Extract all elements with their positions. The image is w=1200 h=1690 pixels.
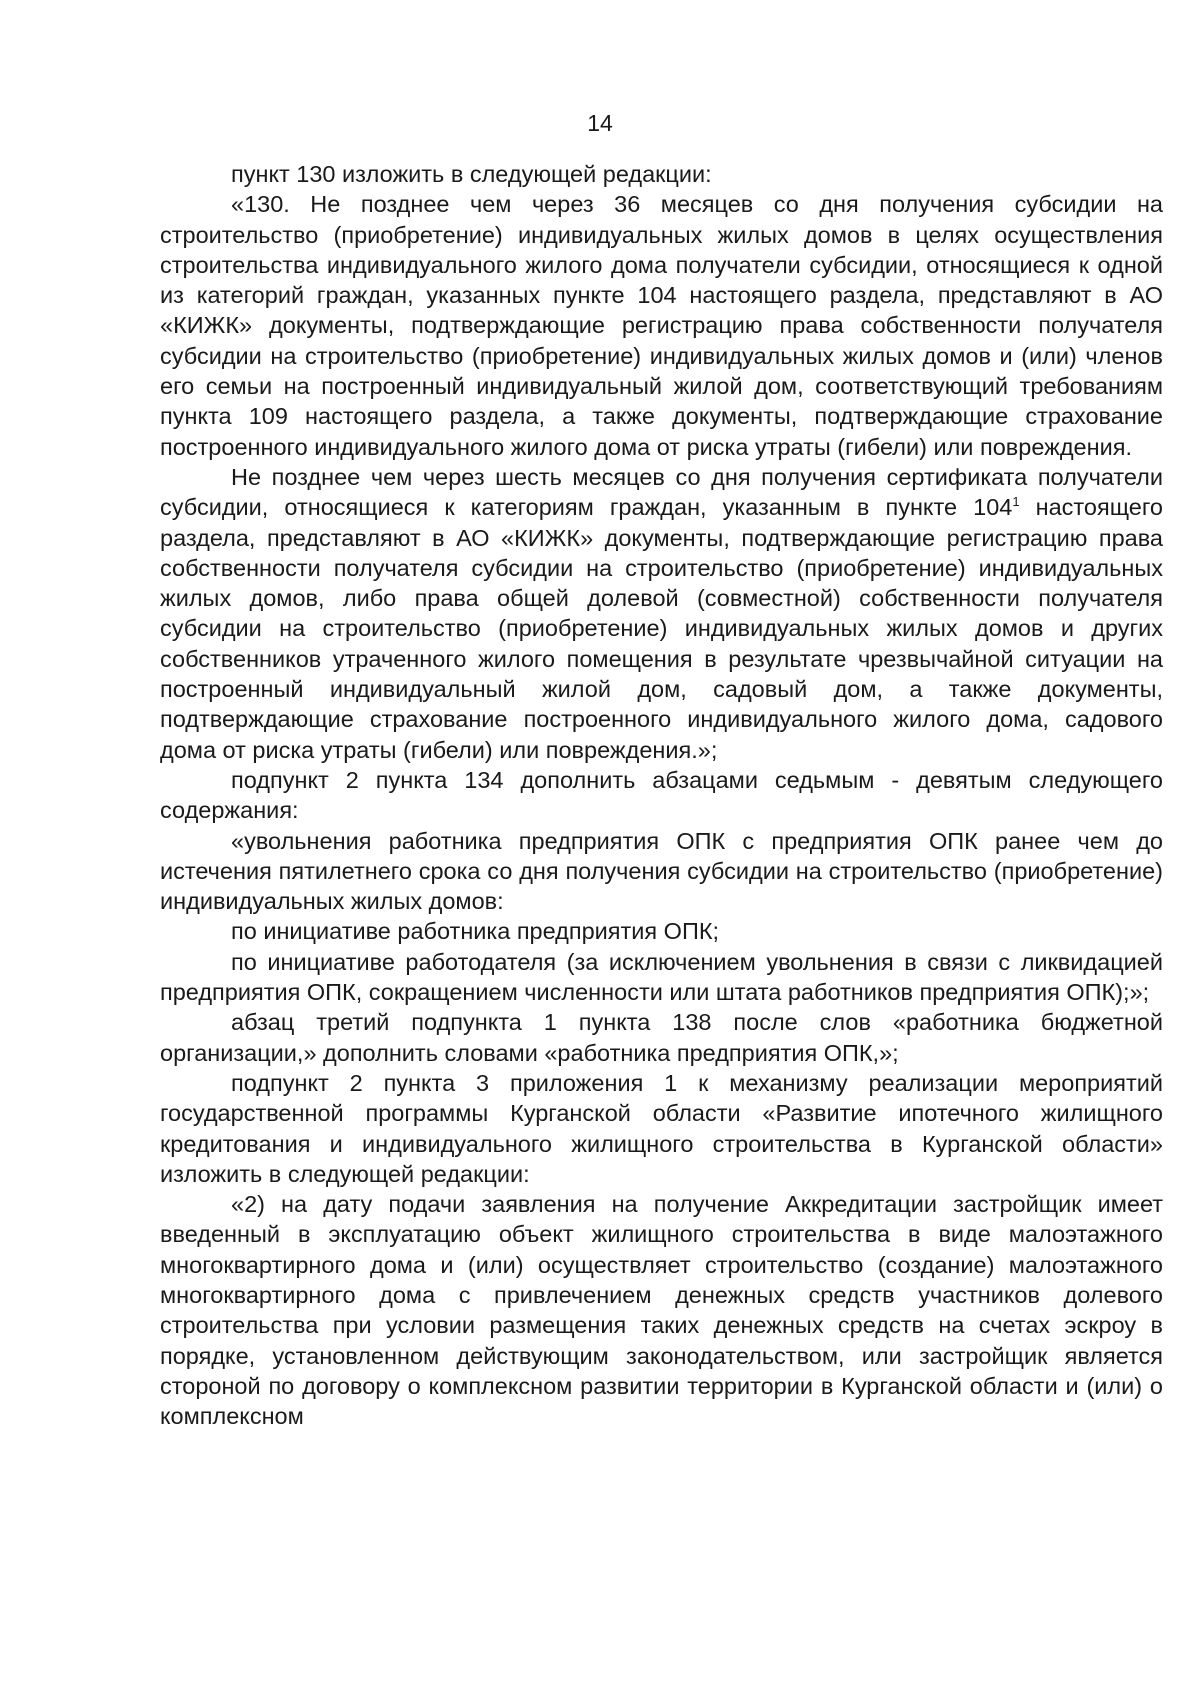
paragraph-certificate-text-start: Не позднее чем через шесть месяцев со дня получения сертификата получатели субсидии, относящиеся к категориям граждан, указанным в пункте 104 [160, 463, 1163, 521]
paragraph-point-130-text: «130. Не позднее чем через 36 месяцев со дня получения субсидии на строительство (приобретение) индивидуальных жилых домов в целях осуществления строительства индивидуального жилого дома получатели субсидии, относящиеся к одной из категорий граждан, указанных пункте 104 настоящего раздела, представляют в АО «КИЖК» документы, подтверждающие регистрацию права собственности получателя субсидии на строительство (приобретение) индивидуальных жилых домов и (или) членов его семьи на построенный индивидуальный жилой дом, соответствующий требованиям пункта 109 настоящего раздела, а также документы, подтверждающие страхование построенного индивидуального жилого дома от риска утраты (гибели) или повреждения. [160, 191, 1163, 460]
paragraph-employer-initiative: по инициативе работодателя (за исключением увольнения в связи с ликвидацией предприятия ОПК, сокращением численности или штата работников предприятия ОПК);»; [160, 948, 1163, 1006]
paragraph-subpoint-2-point-134: подпункт 2 пункта 134 дополнить абзацами седьмым - девятым следующего содержания: [160, 766, 1163, 824]
paragraph-employee-initiative: по инициативе работника предприятия ОПК; [231, 918, 720, 945]
paragraph-certificate-documents [160, 462, 1163, 765]
paragraph-amend-point-130: пункт 130 изложить в следующей редакции: [231, 161, 712, 187]
paragraph-appendix-1: подпункт 2 пункта 3 приложения 1 к механизму реализации мероприятий государственной программы Курганской области «Развитие ипотечного жилищного кредитования и индивидуального жилищного строительства в Курганской области» изложить в следующей редакции: [160, 1069, 1163, 1187]
paragraph-accreditation: «2) на дату подачи заявления на получение Аккредитации застройщик имеет введенный в эксплуатацию объект жилищного строительства в виде малоэтажного многоквартирного дома и (или) осуществляет строительство (создание) малоэтажного многоквартирного дома с привлечением денежных средств участников долевого строительства при условии размещения таких денежных средств на счетах эскроу в порядке, установленном действующим законодательством, или застройщик является стороной по договору о комплексном развитии территории в Курганской области и (или) о комплексном [160, 1191, 1163, 1430]
paragraph-point-138: абзац третий подпункта 1 пункта 138 после слов «работника бюджетной организации,» дополнить словами «работника предприятия ОПК,»; [160, 1009, 1163, 1066]
document-body [160, 159, 1163, 1431]
superscript-one: 1 [1012, 494, 1020, 510]
paragraph-certificate-text-end: настоящего раздела, представляют в АО «КИЖК» документы, подтверждающие регистрацию права собственности получателя субсидии на строительство (приобретение) индивидуальных жилых домов, либо права общей долевой (совместной) собственности получателя субсидии на строительство (приобретение) индивидуальных жилых домов и других собственников утраченного жилого помещения в результате чрезвычайной ситуации на построенный индивидуальный жилой дом, садовый дом, а также документы, подтверждающие страхование построенного индивидуального жилого дома, садового дома от риска утраты (гибели) или повреждения.»; [160, 494, 1163, 763]
paragraph-dismissal-opk: «увольнения работника предприятия ОПК с предприятия ОПК ранее чем до истечения пятилетнего срока со дня получения субсидии на строительство (приобретение) индивидуальных жилых домов: [160, 827, 1163, 915]
page-number: 14 [587, 110, 613, 136]
